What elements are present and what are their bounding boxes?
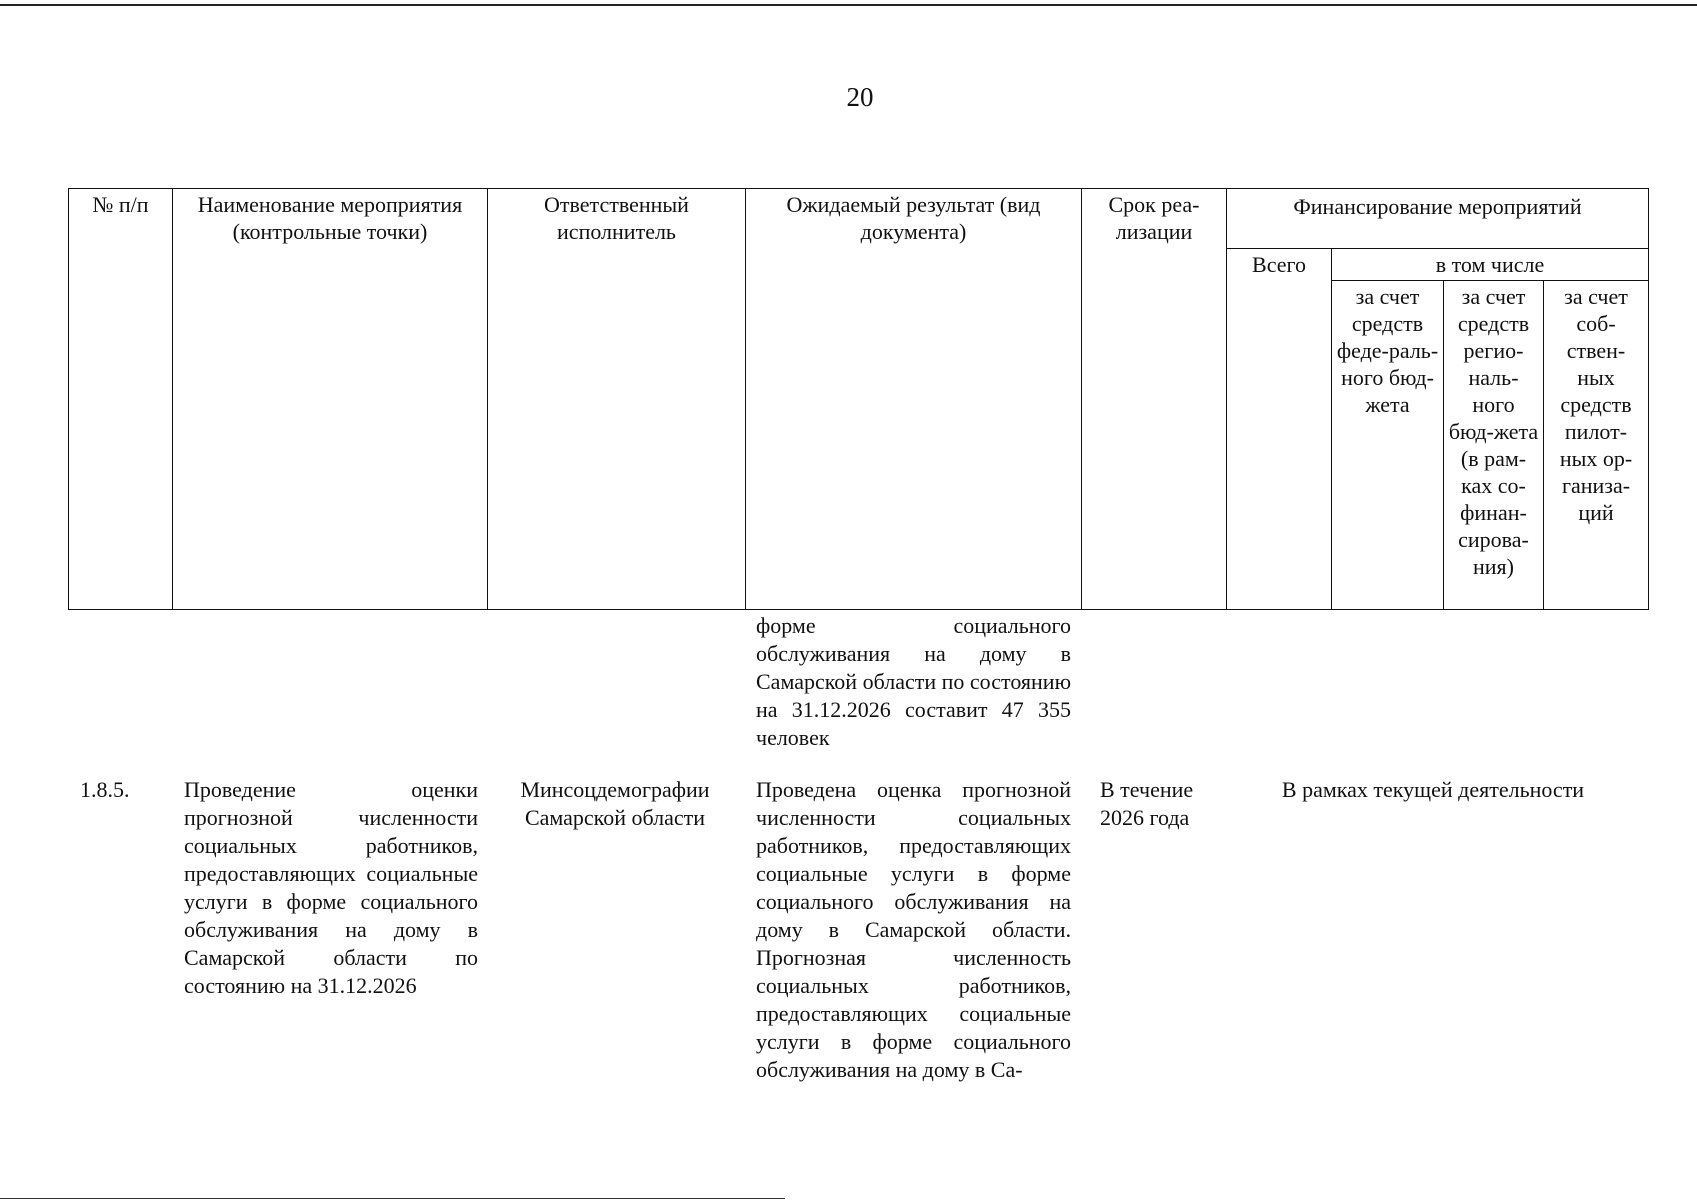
top-rule <box>0 4 1697 6</box>
row-185-responsible: Минсоцдемографии Самарской области <box>520 777 710 830</box>
header-col-regional: за счет средств регио-наль-ного бюд-жета (в рам-ках со-финан-сирова-ния) <box>1444 281 1544 610</box>
header-col-responsible: Ответственный исполнитель <box>488 189 746 610</box>
header-col-result: Ожидаемый результат (вид документа) <box>746 189 1082 610</box>
header-col-federal: за счет средств феде-раль-ного бюд-жета <box>1332 281 1444 610</box>
page-number: 20 <box>846 82 874 112</box>
header-col-financing: Финансирование мероприятий <box>1227 189 1649 249</box>
row-185-term: В течение 2026 года <box>1100 777 1194 830</box>
header-col-including: в том числе <box>1332 249 1649 281</box>
header-col-name: Наименование мероприятия (контрольные точки) <box>173 189 488 610</box>
row-185-financing: В рамках текущей деятельности <box>1281 777 1585 802</box>
header-col-term: Срок реа-лизации <box>1082 189 1227 610</box>
header-col-own: за счет соб-ствен-ных средств пилот-ных ор-ганиза-ций <box>1544 281 1649 610</box>
header-col-num: № п/п <box>69 189 173 610</box>
row-185-result: Проведена оценка прогнозной численности социальных работников, предоставляющих социальные услуги в форме социального обслуживания на дому в Самарской области. Прогнозная численность социальных работников, предоставляющих социальные услуги в форме социального обслуживания на дому в Са- <box>756 777 1071 1082</box>
continuation-result: форме социального обслуживания на дому в Самарской области по состоянию на 31.12.2026 составит 47 355 человек <box>756 613 1071 750</box>
table-header <box>68 188 1649 610</box>
row-185-name: Проведение оценки прогнозной численности социальных работников, предоставляющих социальные услуги в форме социального обслуживания на дому в Самарской области по состоянию на 31.12.2026 <box>184 777 478 998</box>
bottom-rule <box>0 1198 785 1199</box>
row-185-num: 1.8.5. <box>80 777 130 802</box>
header-col-total: Всего <box>1227 249 1332 610</box>
